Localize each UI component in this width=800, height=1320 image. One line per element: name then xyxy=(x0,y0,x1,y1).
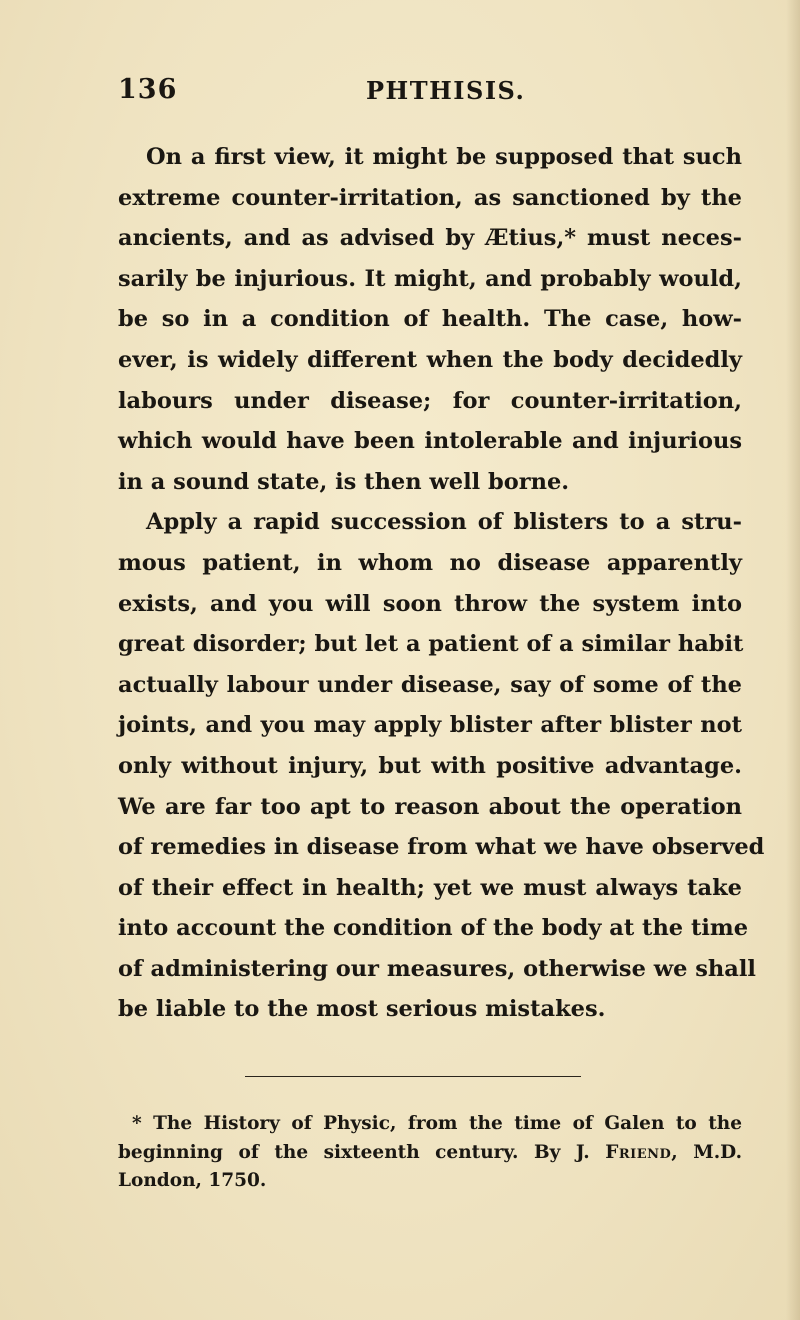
text-line: be liable to the most serious mistakes. xyxy=(118,996,606,1023)
text-line: of administering our measures, otherwise we shall xyxy=(118,955,756,982)
page-number: 136 xyxy=(118,74,178,105)
text-line: which would have been intolerable and injurious xyxy=(118,428,742,455)
text-line: actually labour under disease, say of some of the xyxy=(118,671,742,698)
text-line: mous patient, in whom no disease apparently xyxy=(118,549,742,576)
text-line: extreme counter-irritation, as sanctioned by the xyxy=(118,184,742,211)
text-line: of remedies in disease from what we have observed xyxy=(118,834,765,861)
page-edge-shadow xyxy=(786,0,800,1320)
text-line: be so in a condition of health. The case, how- xyxy=(118,306,742,333)
footnote-line xyxy=(118,1139,742,1168)
text-line: We are far too apt to reason about the operation xyxy=(118,793,742,820)
running-head xyxy=(118,74,740,114)
text-line: ancients, and as advised by Ætius,* must neces- xyxy=(118,225,742,252)
text-line: only without injury, but with positive advantage. xyxy=(118,752,742,779)
footnote-line: London, 1750. xyxy=(118,1170,267,1191)
text-line: great disorder; but let a patient of a similar habit xyxy=(118,631,744,658)
text-line: of their effect in health; yet we must always take xyxy=(118,874,742,901)
footnote-line-suffix: , M.D. xyxy=(671,1141,743,1163)
text-line: joints, and you may apply blister after blister not xyxy=(118,712,742,739)
text-line: ever, is widely different when the body decidedly xyxy=(118,346,742,373)
body-text xyxy=(118,137,765,1030)
text-line: labours under disease; for counter-irritation, xyxy=(118,387,742,414)
text-line: sarily be injurious. It might, and probably would, xyxy=(118,265,742,292)
text-line: On a first view, it might be supposed that such xyxy=(146,144,742,170)
running-title: PHTHISIS. xyxy=(366,76,526,105)
footnote xyxy=(118,1110,742,1196)
footnote-line-prefix: beginning of the sixteenth century. By J. xyxy=(118,1141,606,1163)
text-line: into account the condition of the body at the time xyxy=(118,915,749,942)
text-line: exists, and you will soon throw the system into xyxy=(118,590,742,617)
text-line: in a sound state, is then well borne. xyxy=(118,468,570,495)
footnote-line: * The History of Physic, from the time of Galen to the xyxy=(132,1113,742,1134)
text-line: Apply a rapid succession of blisters to a stru- xyxy=(146,509,742,536)
footnote-rule xyxy=(245,1076,581,1077)
footnote-author: Friend xyxy=(605,1141,672,1163)
